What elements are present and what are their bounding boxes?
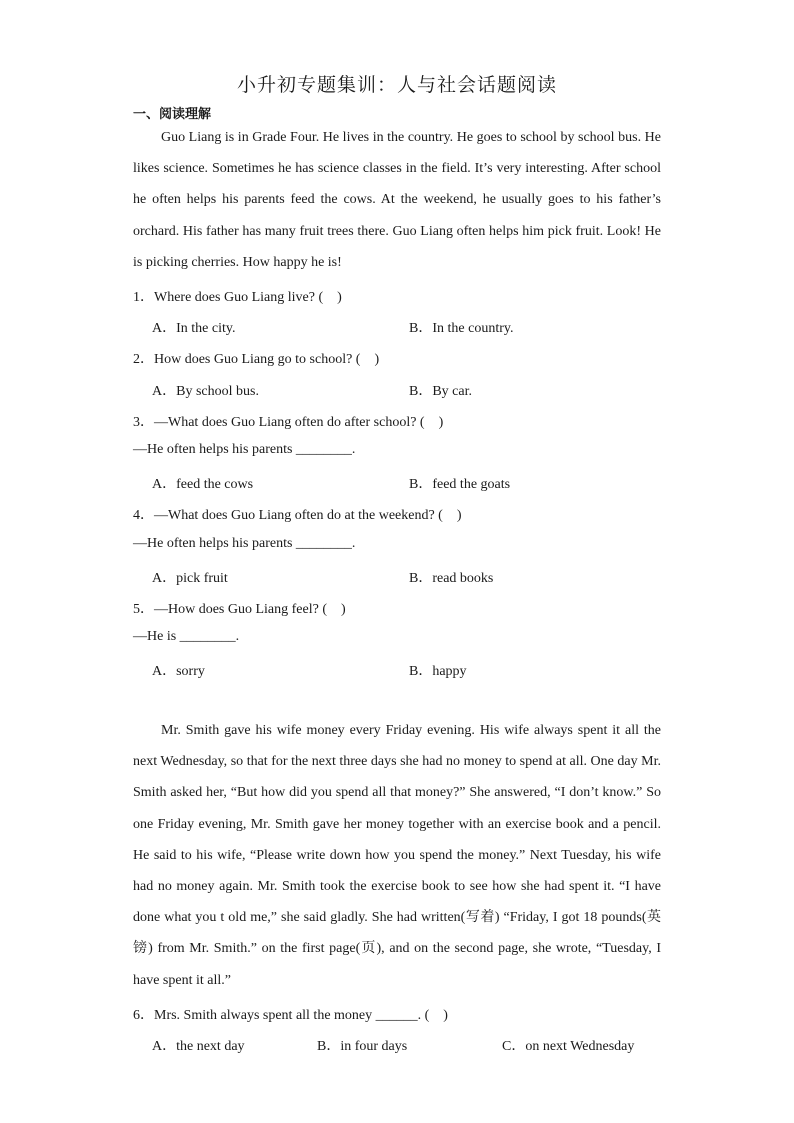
q4-option-a[interactable]: A．pick fruit bbox=[152, 571, 228, 586]
q1-option-a[interactable]: A．In the city. bbox=[152, 321, 236, 336]
question-5: 5．—How does Guo Liang feel? ( ) bbox=[133, 602, 346, 617]
section-heading: 一、阅读理解 bbox=[133, 107, 212, 122]
q1-option-b[interactable]: B．In the country. bbox=[409, 321, 514, 336]
reading-passage-1: Guo Liang is in Grade Four. He lives in the country. He goes to school by school bus. He likes science. Sometimes he has science classes in the field. It’s very interesting. After school he often helps his parents feed the cows. At the weekend, he usually goes to his father’s orchard. His father has many fruit trees there. Guo Liang often helps him pick fruit. Look! He is picking cherries. How happy he is! bbox=[133, 130, 661, 270]
question-4-stem: —He often helps his parents ________. bbox=[133, 536, 356, 551]
q5-option-a[interactable]: A．sorry bbox=[152, 664, 205, 679]
question-4: 4．—What does Guo Liang often do at the weekend? ( ) bbox=[133, 508, 462, 523]
q2-option-a[interactable]: A．By school bus. bbox=[152, 384, 259, 399]
q6-option-a[interactable]: A．the next day bbox=[152, 1039, 245, 1054]
q5-option-b[interactable]: B．happy bbox=[409, 664, 467, 679]
q3-option-a[interactable]: A．feed the cows bbox=[152, 477, 254, 492]
question-6: 6．Mrs. Smith always spent all the money ______. ( ) bbox=[133, 1008, 448, 1023]
q6-option-c[interactable]: C．on next Wednesday bbox=[502, 1039, 635, 1054]
reading-passage-2: Mr. Smith gave his wife money every Friday evening. His wife always spent it all the next Wednesday, so that for the next three days she had no money to spend at all. One day Mr. Smith asked her, “But how did you spend all that money?” She answered, “I don’t know.” So one Friday evening, Mr. Smith gave her money together with an exercise book and a pencil. He said to his wife, “Please write down how you spend the money.” Next Tuesday, his wife had no money again. Mr. Smith took the exercise book to see how she had spent it. “I have done what you t old me,” she said gladly. She had written(写着) “Friday, I got 18 pounds(英镑) from Mr. Smith.” on the first page(页), and on the second page, she wrote, “Tuesday, I have spent it all.” bbox=[133, 723, 661, 988]
q2-option-b[interactable]: B．By car. bbox=[409, 384, 472, 399]
q4-option-b[interactable]: B．read books bbox=[409, 571, 494, 586]
q3-option-b[interactable]: B．feed the goats bbox=[409, 477, 511, 492]
question-5-stem: —He is ________. bbox=[133, 629, 240, 644]
question-1: 1．Where does Guo Liang live? ( ) bbox=[133, 290, 342, 305]
question-2: 2．How does Guo Liang go to school? ( ) bbox=[133, 352, 380, 367]
page-title: 小升初专题集训：人与社会话题阅读 bbox=[236, 74, 557, 96]
question-3-stem: —He often helps his parents ________. bbox=[133, 442, 356, 457]
q6-option-b[interactable]: B．in four days bbox=[317, 1039, 408, 1054]
question-3: 3．—What does Guo Liang often do after school? ( ) bbox=[133, 415, 444, 430]
